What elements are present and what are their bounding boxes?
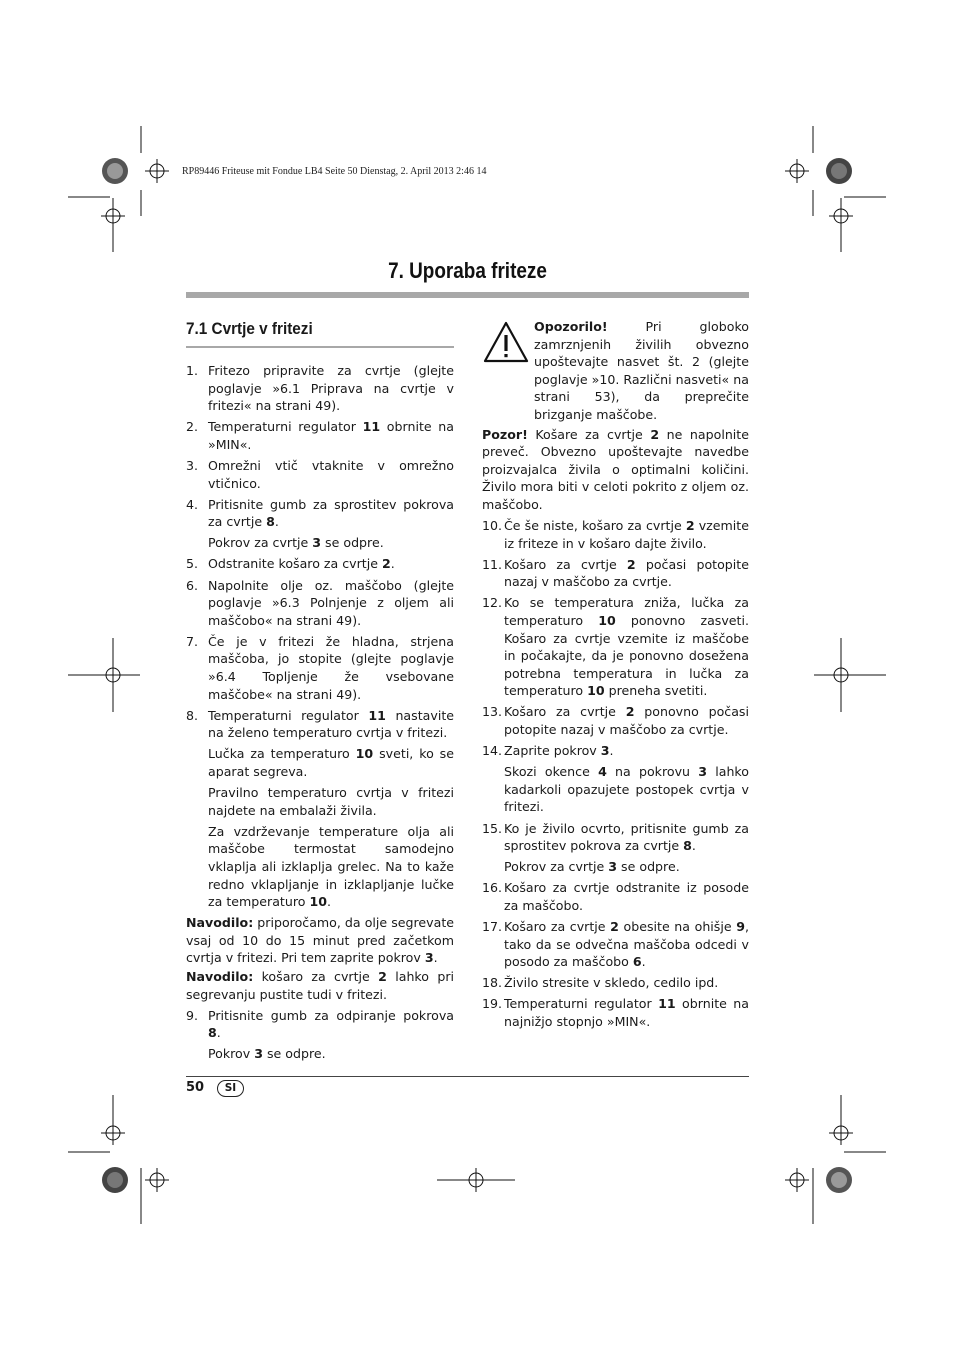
page-title: 7. Uporaba friteze — [388, 258, 547, 283]
list-item: 9. Pritisnite gumb za odpiranje pokrova 8. — [186, 1007, 454, 1041]
caution-paragraph: Pozor! Košare za cvrtje 2 ne napolnite preveč. Obvezno upoštevajte navedbe proizvajalca živila o optimalni količini. Živilo mora biti v celoti pokrito z oljem oz. maščobo. — [482, 426, 749, 512]
list-item: 17. Košaro za cvrtje 2 obesite na ohišje 9, tako da se odvečna maščoba odcedi v posodo za maščobo 6. — [482, 919, 749, 970]
list-item: 15. Ko je živilo ocvrto, pritisnite gumb za sprostitev pokrova za cvrtje 8. — [482, 820, 749, 854]
list-item: 6. Napolnite olje oz. maščobo (glejte poglavje »6.3 Polnjenje z oljem ali maščobo« na strani 49). — [186, 577, 454, 628]
list-item: 16. Košaro za cvrtje odstranite iz posode za maščobo. — [482, 880, 749, 913]
list-item: 2. Temperaturni regulator 11 obrnite na »MIN«. — [186, 419, 455, 452]
section-divider — [186, 346, 454, 348]
list-item: 14. Zaprite pokrov 3. — [482, 743, 614, 759]
list-subtext: Lučka za temperaturo 10 sveti, ko se aparat segreva. — [208, 746, 454, 779]
print-header: RP89446 Friteuse mit Fondue LB4 Seite 50 Dienstag, 2. April 2013 2:46 14 — [182, 166, 487, 177]
list-subtext: Pokrov za cvrtje 3 se odpre. — [208, 535, 384, 551]
list-subtext: Pokrov za cvrtje 3 se odpre. — [504, 859, 680, 875]
list-item: 10. Če še niste, košaro za cvrtje 2 vzemite iz friteze in v košaro dajte živilo. — [482, 518, 749, 551]
note-paragraph: Navodilo: košaro za cvrtje 2 lahko pri segrevanju pustite tudi v fritezi. — [186, 969, 454, 1002]
section-title: 7.1 Cvrtje v fritezi — [186, 319, 313, 338]
list-item: 3. Omrežni vtič vtaknite v omrežno vtičnico. — [186, 457, 454, 491]
list-item: 19. Temperaturni regulator 11 obrnite na najnižjo stopnjo »MIN«. — [482, 996, 750, 1029]
warning-block: Opozorilo! Pri globoko zamrznjenih živilih obvezno upoštevajte nasvet št. 2 (glejte poglavje »10. Različni nasveti« na strani 53), da preprečite brizganje maščobe. — [482, 318, 749, 424]
list-item: 18. Živilo stresite v skledo, cedilo ipd. — [482, 975, 719, 991]
warning-label: Opozorilo! — [534, 319, 608, 334]
list-item: 4. Pritisnite gumb za sprostitev pokrova za cvrtje 8. — [186, 496, 454, 530]
language-badge: SI — [217, 1080, 244, 1097]
warning-triangle-icon — [482, 318, 534, 424]
list-subtext: Pravilno temperaturo cvrtja v fritezi najdete na embalaži živila. — [208, 785, 454, 818]
list-item: 5. Odstranite košaro za cvrtje 2. — [186, 556, 395, 572]
list-item: 13. Košaro za cvrtje 2 ponovno počasi potopite nazaj v maščobo za cvrtje. — [482, 704, 749, 738]
list-item: 8. Temperaturni regulator 11 nastavite na želeno temperaturo cvrtja v fritezi. — [186, 707, 455, 741]
list-item: 7. Če je v fritezi že hladna, strjena maščoba, jo stopite (glejte poglavje »6.4 Topljenje že vsebovane maščobe« na strani 49). — [186, 633, 454, 702]
note-paragraph: Navodilo: priporočamo, da olje segrevate vsaj od 10 do 15 minut pred začetkom cvrtja v fritezi. Pri tem zaprite pokrov 3. — [186, 915, 454, 966]
list-item: 11. Košaro za cvrtje 2 počasi potopite nazaj v maščobo za cvrtje. — [482, 556, 749, 590]
footer-divider — [186, 1076, 749, 1077]
right-column — [482, 318, 749, 1034]
list-item: 12. Ko se temperatura zniža, lučka za temperaturo 10 ponovno zasveti. Košaro za cvrtje vzemite iz maščobe in počakajte, da je ponovno dosežena potrebna temperatura in lučka za temperaturo 10 preneha svetiti. — [482, 595, 749, 699]
list-subtext: Skozi okence 4 na pokrovu 3 lahko kadarkoli opazujete postopek cvrtja v fritezi. — [504, 764, 749, 815]
list-subtext: Pokrov 3 se odpre. — [208, 1046, 326, 1062]
list-subtext: Za vzdrževanje temperature olja ali maščobe termostat samodejno vklaplja ali izklaplja grelec. Na to kaže redno vklapljanje in izklapljanje lučke za temperaturo 10. — [208, 823, 454, 910]
title-divider — [186, 292, 749, 298]
left-column — [186, 318, 454, 1066]
list-item: 1. Fritezo pripravite za cvrtje (glejte poglavje »6.1 Priprava na cvrtje v fritezi« na strani 49). — [186, 363, 454, 414]
page-number: 50 — [186, 1080, 205, 1095]
